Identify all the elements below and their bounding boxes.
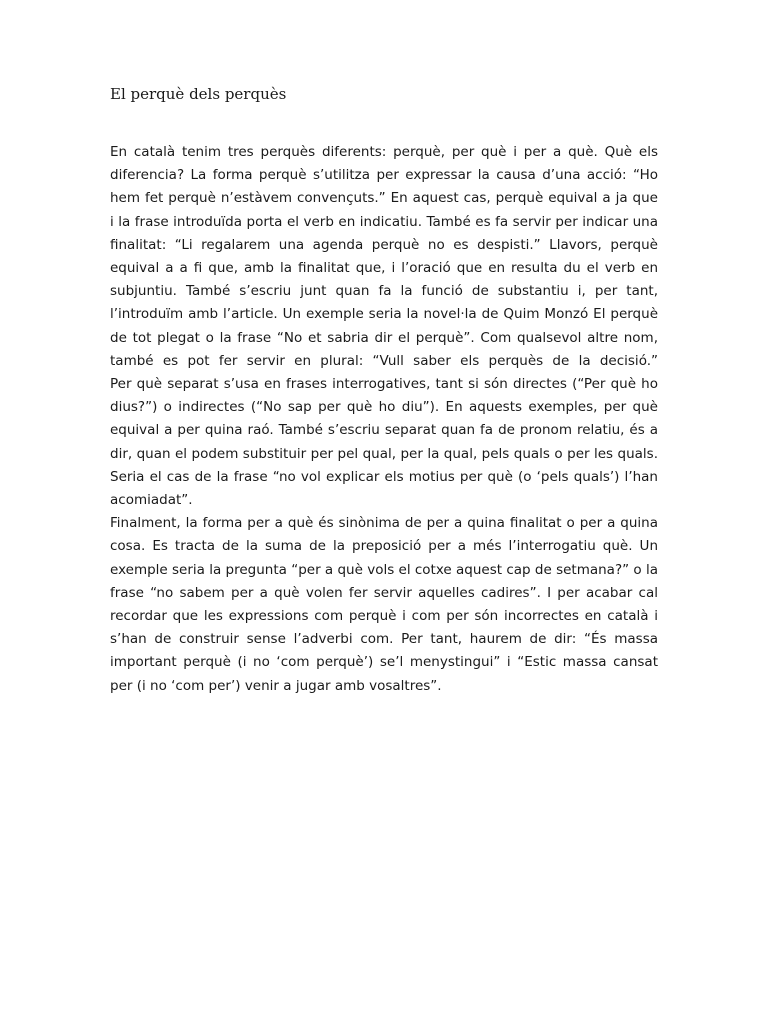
document-body [110, 141, 658, 698]
paragraph-per-que: Per què separat s’usa en frases interrogatives, tant si són directes (“Per què ho dius?”) o indirectes (“No sap per què ho diu”). En aquests exemples, per què equival a per quina raó. També s’escriu separat quan fa de pronom relatiu, és a dir, quan el podem substituir per pel qual, per la qual, pels quals o per les quals. Seria el cas de la frase “no vol explicar els motius per què (o ‘pels quals’) l’han acomiadat”. [110, 376, 658, 509]
paragraph-perque: En català tenim tres perquès diferents: perquè, per què i per a què. Què els diferencia? La forma perquè s’utilitza per expressar la causa d’una acció: “Ho hem fet perquè n’estàvem convençuts.” En aquest cas, perquè equival a ja que i la frase introduïda porta el verb en indicatiu. També es fa servir per indicar una finalitat: “Li regalarem una agenda perquè no es despisti.” Llavors, perquè equival a a fi que, amb la finalitat que, i l’oració que en resulta du el verb en subjuntiu. També s’escriu junt quan fa la funció de substantiu i, per tant, l’introduïm amb l’article. Un exemple seria la novel·la de Quim Monzó El perquè de tot plegat o la frase “No et sabria dir el perquè”. Com qualsevol altre nom, també es pot fer servir en plural: “Vull saber els perquès de la decisió.” [110, 144, 658, 369]
document-title: El perquè dels perquès [110, 85, 287, 103]
paragraph-per-a-que: Finalment, la forma per a què és sinònima de per a quina finalitat o per a quina cosa. Es tracta de la suma de la preposició per a més l’interrogatiu què. Un exemple seria la pregunta “per a què vols el cotxe aquest cap de setmana?” o la frase “no sabem per a què volen fer servir aquelles cadires”. I per acabar cal recordar que les expressions com perquè i com per són incorrectes en català i s’han de construir sense l’adverbi com. Per tant, haurem de dir: “És massa important perquè (i no ‘com perquè’) se’l menystingui” i “Estic massa cansat per (i no ‘com per’) venir a jugar amb vosaltres”. [110, 515, 658, 694]
